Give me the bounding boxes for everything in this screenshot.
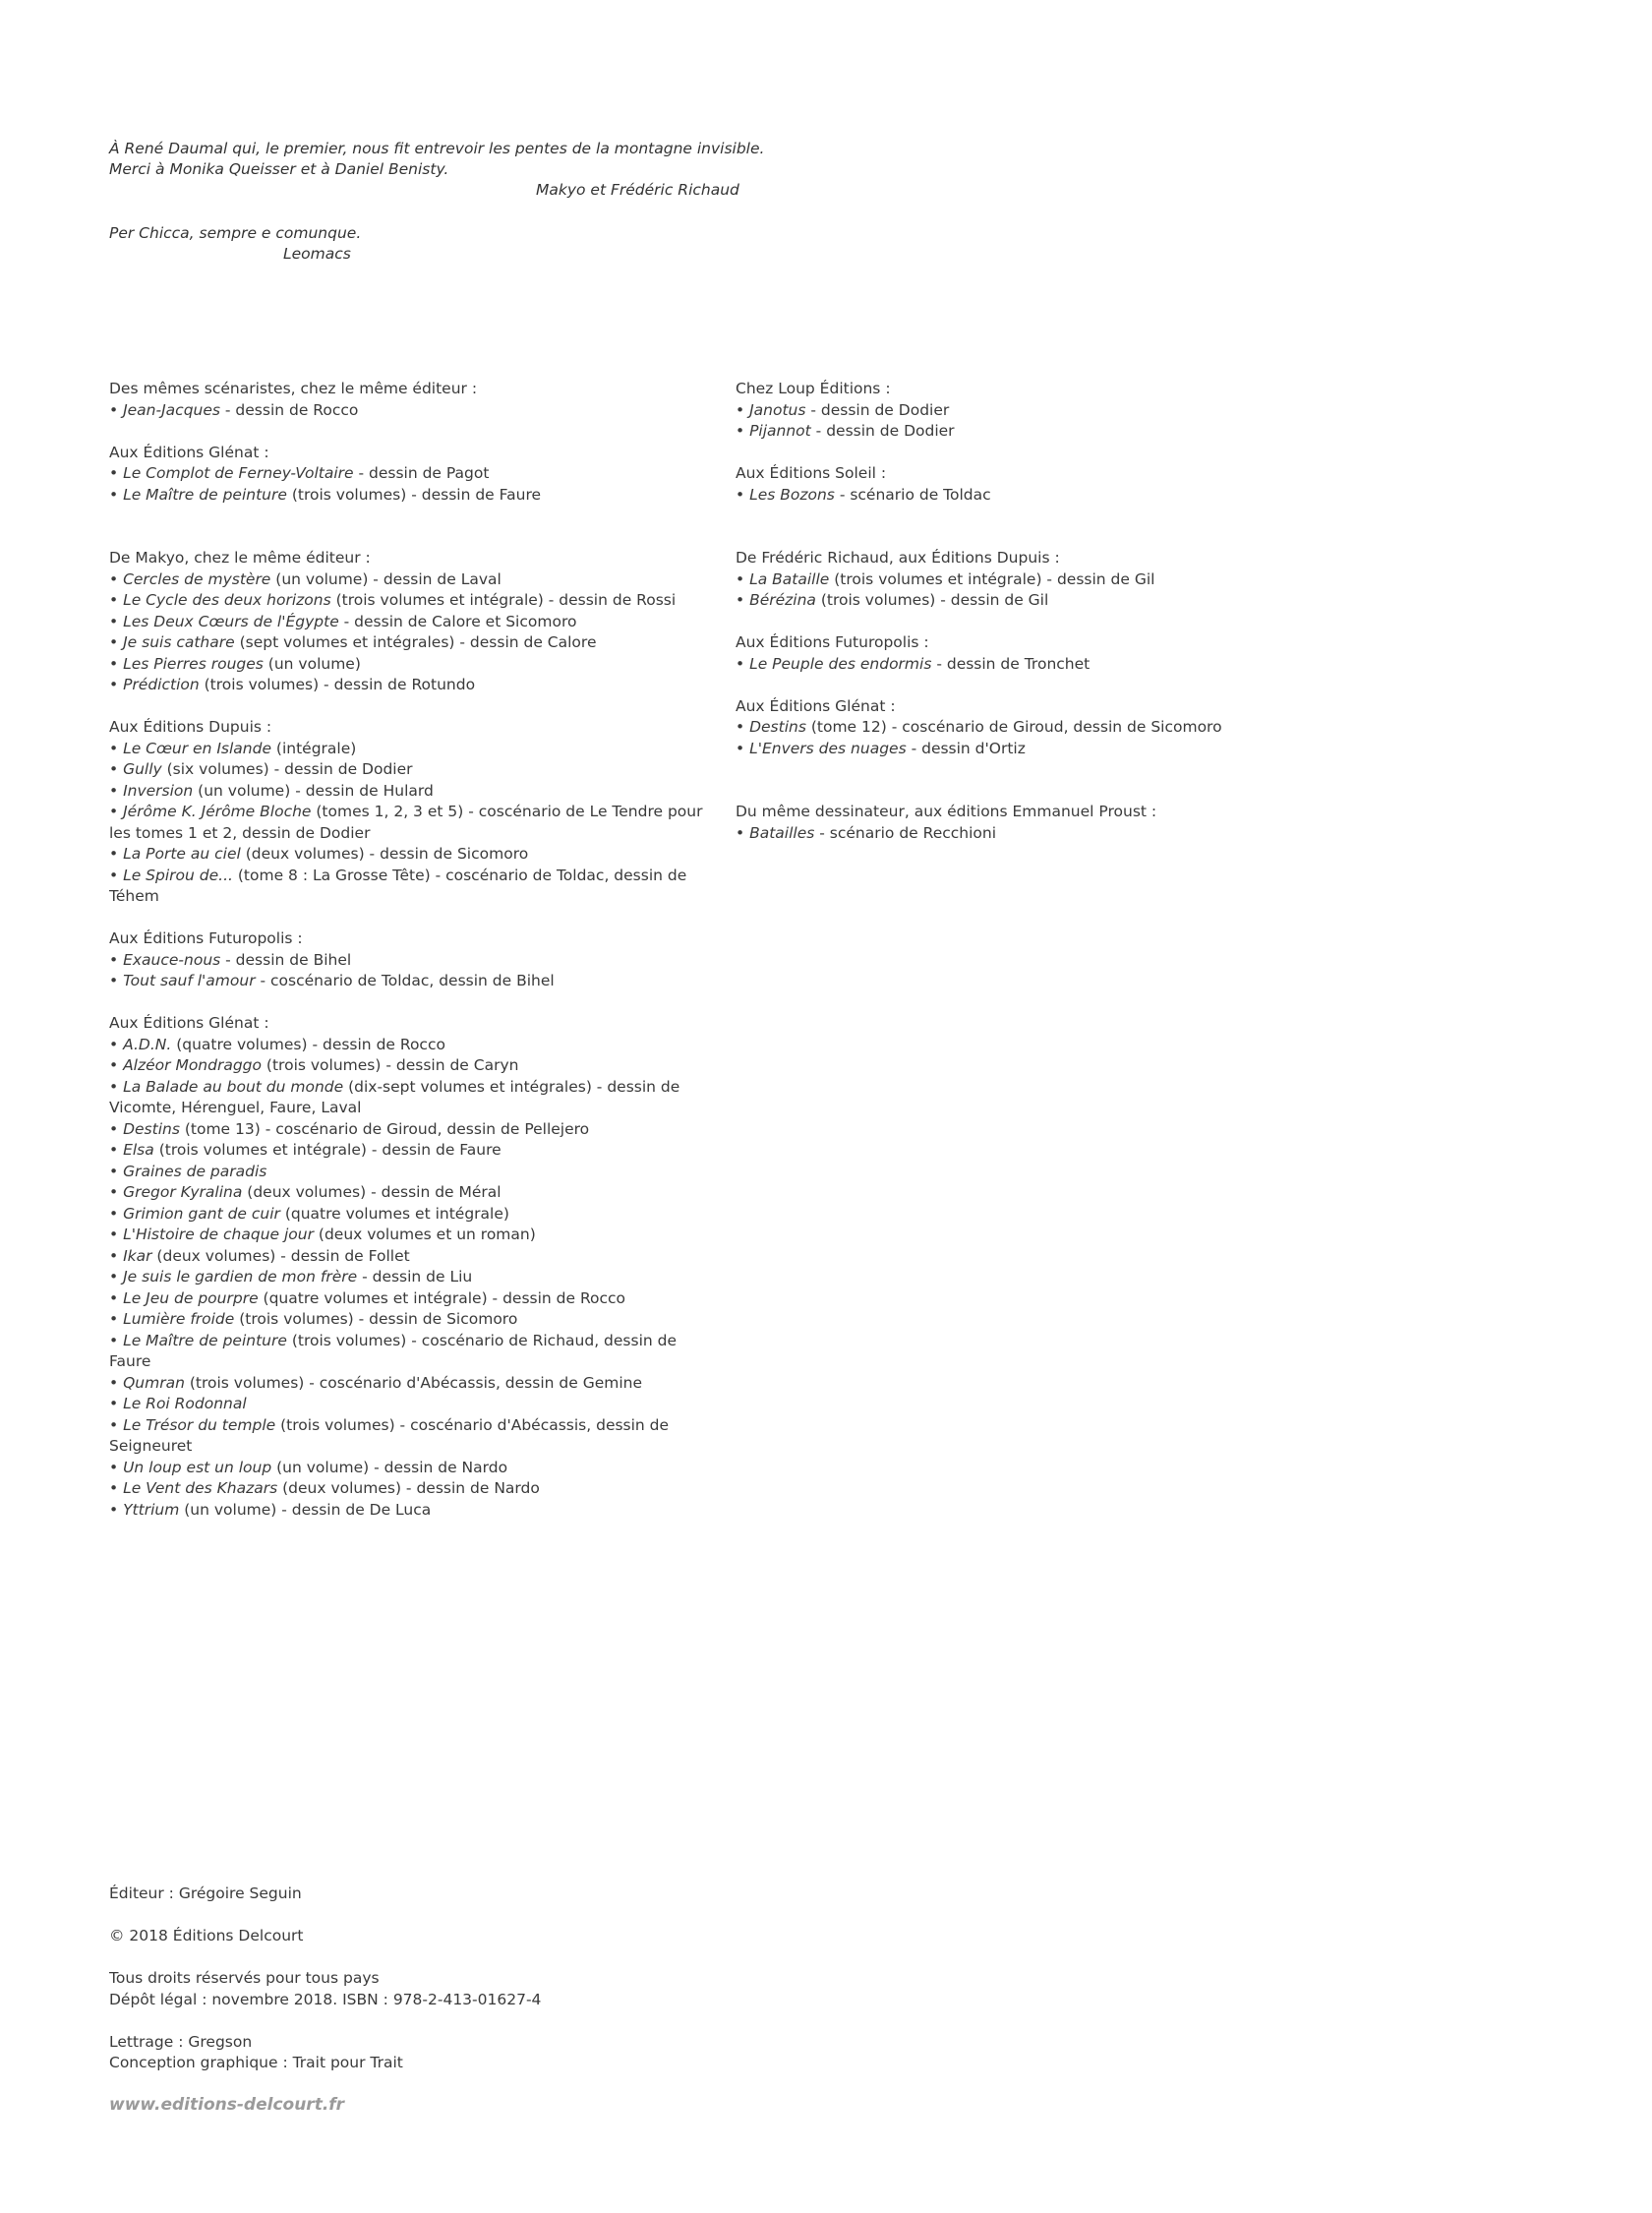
dedication-artist <box>109 223 361 265</box>
book-title: Destins <box>749 718 806 736</box>
book-title: Qumran <box>123 1373 185 1392</box>
bibliography-item: • Le Cœur en Islande (intégrale) <box>109 739 357 757</box>
bibliography-item: • Je suis cathare (sept volumes et intégrales) - dessin de Calore <box>109 633 597 651</box>
bibliography-item: • L'Envers des nuages - dessin d'Ortiz <box>736 739 1026 757</box>
book-title: Le Maître de peinture <box>123 485 287 504</box>
bibliography-group <box>109 717 711 908</box>
book-details: (trois volumes) - dessin de Caryn <box>262 1056 519 1074</box>
design-credit: Conception graphique : Trait pour Trait <box>109 2054 403 2071</box>
bibliography-item: • Prédiction (trois volumes) - dessin de Rotundo <box>109 676 476 693</box>
book-title: Graines de paradis <box>123 1162 267 1180</box>
book-details: (tome 13) - coscénario de Giroud, dessin de Pellejero <box>179 1119 590 1138</box>
bibliography-item: • Le Vent des Khazars (deux volumes) - dessin de Nardo <box>109 1479 540 1497</box>
book-title: Lumière froide <box>123 1310 235 1328</box>
bibliography-item: • Les Bozons - scénario de Toldac <box>736 485 991 504</box>
group-heading: Aux Éditions Glénat : <box>736 696 896 715</box>
book-title: Bérézina <box>749 591 816 609</box>
bibliography-item: • Jérôme K. Jérôme Bloche (tomes 1, 2, 3 et 5) - coscénario de Le Tendre pour les tomes 1 et 2, dessin de Dodier <box>109 803 703 842</box>
bibliography-item: • Le Maître de peinture (trois volumes) - dessin de Faure <box>109 485 542 504</box>
book-title: Destins <box>123 1119 180 1138</box>
bibliography-group <box>736 463 1286 506</box>
book-title: Je suis cathare <box>123 633 235 651</box>
book-details: (trois volumes) - coscénario d'Abécassis, dessin de Gemine <box>184 1373 643 1392</box>
book-details: - dessin de Pagot <box>353 464 490 482</box>
book-title: La Bataille <box>749 569 830 588</box>
book-title: Le Cœur en Islande <box>123 739 271 757</box>
book-title: L'Histoire de chaque jour <box>123 1226 314 1243</box>
group-heading: Aux Éditions Glénat : <box>109 443 269 461</box>
bibliography-group <box>109 379 711 421</box>
group-heading: De Makyo, chez le même éditeur : <box>109 549 371 567</box>
book-details: - dessin d'Ortiz <box>906 739 1026 757</box>
book-title: Yttrium <box>123 1500 180 1519</box>
bibliography-left-column <box>109 379 711 1542</box>
book-title: Jérôme K. Jérôme Bloche <box>123 803 312 820</box>
bibliography-group <box>736 379 1286 443</box>
group-heading: Aux Éditions Glénat : <box>109 1014 269 1032</box>
book-title: Le Peuple des endormis <box>749 654 932 673</box>
group-heading: Aux Éditions Dupuis : <box>109 718 272 736</box>
bibliography-group <box>736 802 1286 844</box>
group-heading: Aux Éditions Futuropolis : <box>736 633 929 651</box>
editor-credit: Éditeur : Grégoire Seguin <box>109 1884 302 1902</box>
bibliography-item: • Le Peuple des endormis - dessin de Tronchet <box>736 654 1091 673</box>
bibliography-group <box>109 928 711 992</box>
book-details: (trois volumes) - dessin de Rotundo <box>199 676 476 693</box>
book-title: Cercles de mystère <box>123 569 271 588</box>
dedication-signature: Makyo et Frédéric Richaud <box>536 181 739 199</box>
bibliography-item: • Elsa (trois volumes et intégrale) - dessin de Faure <box>109 1141 502 1159</box>
book-details: (trois volumes et intégrale) - dessin de Rossi <box>330 591 677 609</box>
bibliography-right-column <box>736 379 1286 866</box>
book-title: Le Complot de Ferney-Voltaire <box>123 464 354 482</box>
book-details: (un volume) - dessin de Laval <box>270 569 502 588</box>
book-details: (deux volumes) - dessin de Méral <box>242 1183 502 1201</box>
book-details: (tomes 1, 2, 3 et 5) - coscénario de Le Tendre pour les tomes 1 et 2, dessin de Dodier <box>109 803 703 842</box>
book-title: La Porte au ciel <box>123 845 241 863</box>
bibliography-item: • Le Jeu de pourpre (quatre volumes et intégrale) - dessin de Rocco <box>109 1288 626 1307</box>
bibliography-item: • Cercles de mystère (un volume) - dessin de Laval <box>109 569 502 588</box>
book-details: (deux volumes) - dessin de Sicomoro <box>240 845 529 863</box>
book-details: (dix-sept volumes et intégrales) - dessin de Vicomte, Hérenguel, Faure, Laval <box>109 1077 680 1116</box>
book-title: Exauce-nous <box>123 950 221 969</box>
book-details: (trois volumes) - dessin de Sicomoro <box>234 1310 518 1328</box>
book-title: Je suis le gardien de mon frère <box>123 1268 358 1286</box>
book-title: Tout sauf l'amour <box>123 972 256 989</box>
legal-deposit: Dépôt légal : novembre 2018. ISBN : 978-2-413-01627-4 <box>109 1990 542 2008</box>
book-title: L'Envers des nuages <box>749 739 907 757</box>
book-title: Gully <box>123 760 162 778</box>
bibliography-item: • La Balade au bout du monde (dix-sept volumes et intégrales) - dessin de Vicomte, Hérenguel, Faure, Laval <box>109 1077 680 1116</box>
bibliography-item: • La Porte au ciel (deux volumes) - dessin de Sicomoro <box>109 845 529 863</box>
book-title: A.D.N. <box>123 1035 172 1053</box>
website-link[interactable]: www.editions-delcourt.fr <box>109 2095 345 2115</box>
book-details: - scénario de Recchioni <box>814 823 997 842</box>
bibliography-item: • L'Histoire de chaque jour (deux volumes et un roman) <box>109 1226 536 1243</box>
book-title: Les Pierres rouges <box>123 654 264 673</box>
book-title: Les Deux Cœurs de l'Égypte <box>123 612 339 630</box>
book-details: (un volume) - dessin de Hulard <box>193 781 434 800</box>
bibliography-item: • La Bataille (trois volumes et intégrale) - dessin de Gil <box>736 569 1155 588</box>
dedication-line: Merci à Monika Queisser et à Daniel Benisty. <box>109 160 449 178</box>
bibliography-group <box>109 443 711 507</box>
book-details: (intégrale) <box>271 739 357 757</box>
bibliography-item: • Destins (tome 12) - coscénario de Giroud, dessin de Sicomoro <box>736 718 1222 736</box>
book-details: (un volume) <box>263 654 361 673</box>
book-details: (tome 8 : La Grosse Tête) - coscénario de Toldac, dessin de Téhem <box>109 866 687 905</box>
book-title: Le Jeu de pourpre <box>123 1288 259 1307</box>
book-details: (trois volumes) - dessin de Gil <box>815 591 1049 609</box>
book-title: Un loup est un loup <box>123 1458 272 1476</box>
bibliography-item: • Grimion gant de cuir (quatre volumes et intégrale) <box>109 1204 509 1223</box>
bibliography-item: • Le Maître de peinture (trois volumes) - coscénario de Richaud, dessin de Faure <box>109 1331 678 1370</box>
bibliography-item: • Graines de paradis <box>109 1162 267 1180</box>
bibliography-item: • Un loup est un loup (un volume) - dessin de Nardo <box>109 1458 508 1476</box>
bibliography-group <box>736 632 1286 675</box>
book-details: (un volume) - dessin de De Luca <box>179 1500 432 1519</box>
book-title: Alzéor Mondraggo <box>123 1056 262 1074</box>
bibliography-group <box>109 1013 711 1521</box>
book-title: Le Spirou de... <box>123 866 233 884</box>
lettering-credit: Lettrage : Gregson <box>109 2032 253 2051</box>
bibliography-group <box>736 548 1286 612</box>
group-heading: Chez Loup Éditions : <box>736 380 891 397</box>
book-title: Le Cycle des deux horizons <box>123 591 331 609</box>
book-details: - dessin de Rocco <box>219 400 359 419</box>
book-title: Ikar <box>123 1246 152 1265</box>
book-details: (sept volumes et intégrales) - dessin de Calore <box>234 633 597 651</box>
bibliography-group <box>736 696 1286 760</box>
book-title: Le Maître de peinture <box>123 1331 287 1349</box>
dedication-signature: Leomacs <box>283 245 351 263</box>
rights-notice: Tous droits réservés pour tous pays <box>109 1969 380 1987</box>
bibliography-item: • Destins (tome 13) - coscénario de Giroud, dessin de Pellejero <box>109 1119 590 1138</box>
book-title: Le Roi Rodonnal <box>123 1395 247 1412</box>
bibliography-item: • Gregor Kyralina (deux volumes) - dessin de Méral <box>109 1183 502 1201</box>
book-details: (trois volumes et intégrale) - dessin de Gil <box>829 569 1155 588</box>
bibliography-item: • Yttrium (un volume) - dessin de De Luca <box>109 1500 432 1519</box>
bibliography-item: • Lumière froide (trois volumes) - dessin de Sicomoro <box>109 1310 518 1328</box>
group-heading: Des mêmes scénaristes, chez le même éditeur : <box>109 380 478 397</box>
book-title: Gregor Kyralina <box>123 1183 243 1201</box>
book-title: Elsa <box>123 1141 154 1159</box>
book-title: Jean-Jacques <box>123 400 220 419</box>
bibliography-item: • Qumran (trois volumes) - coscénario d'Abécassis, dessin de Gemine <box>109 1373 643 1392</box>
bibliography-item: • Batailles - scénario de Recchioni <box>736 823 997 842</box>
group-heading: De Frédéric Richaud, aux Éditions Dupuis : <box>736 549 1060 567</box>
book-title: Pijannot <box>749 422 811 440</box>
book-title: Inversion <box>123 781 194 800</box>
book-details: (tome 12) - coscénario de Giroud, dessin de Sicomoro <box>805 718 1222 736</box>
bibliography-item: • Tout sauf l'amour - coscénario de Toldac, dessin de Bihel <box>109 972 555 989</box>
bibliography-item: • Exauce-nous - dessin de Bihel <box>109 950 352 969</box>
group-heading: Aux Éditions Soleil : <box>736 464 887 482</box>
bibliography-item: • Les Deux Cœurs de l'Égypte - dessin de Calore et Sicomoro <box>109 612 577 630</box>
dedication-line: Per Chicca, sempre e comunque. <box>109 224 362 242</box>
bibliography-item: • Je suis le gardien de mon frère - dessin de Liu <box>109 1268 473 1286</box>
book-title: Le Trésor du temple <box>123 1415 276 1434</box>
bibliography-item: • Les Pierres rouges (un volume) <box>109 654 361 673</box>
bibliography-item: • Jean-Jacques - dessin de Rocco <box>109 400 359 419</box>
book-details: (six volumes) - dessin de Dodier <box>161 760 413 778</box>
book-details: - dessin de Dodier <box>805 400 950 419</box>
book-title: Les Bozons <box>749 485 835 504</box>
book-details: (un volume) - dessin de Nardo <box>271 1458 508 1476</box>
book-title: Prédiction <box>123 676 200 693</box>
book-details: - scénario de Toldac <box>834 485 991 504</box>
bibliography-item: • Le Trésor du temple (trois volumes) - coscénario d'Abécassis, dessin de Seigneuret <box>109 1415 670 1455</box>
bibliography-group <box>109 548 711 696</box>
dedication-line: À René Daumal qui, le premier, nous fit entrevoir les pentes de la montagne invisible. <box>109 140 765 157</box>
colophon <box>109 1884 541 2117</box>
group-heading: Aux Éditions Futuropolis : <box>109 929 303 947</box>
bibliography-item: • Janotus - dessin de Dodier <box>736 400 950 419</box>
bibliography-item: • Le Cycle des deux horizons (trois volumes et intégrale) - dessin de Rossi <box>109 591 677 609</box>
book-details: - coscénario de Toldac, dessin de Bihel <box>255 972 555 989</box>
dedication-authors <box>109 139 764 201</box>
book-details: (quatre volumes et intégrale) - dessin de Rocco <box>258 1288 626 1307</box>
book-details: (quatre volumes) - dessin de Rocco <box>171 1035 445 1053</box>
bibliography-item: • Bérézina (trois volumes) - dessin de Gil <box>736 591 1049 609</box>
book-title: Le Vent des Khazars <box>123 1479 278 1497</box>
bibliography-item: • Alzéor Mondraggo (trois volumes) - dessin de Caryn <box>109 1056 519 1074</box>
book-details: (deux volumes) - dessin de Nardo <box>277 1479 540 1497</box>
book-details: (trois volumes) - coscénario de Richaud, dessin de Faure <box>109 1331 678 1370</box>
book-details: - dessin de Tronchet <box>931 654 1091 673</box>
copyright-notice: © 2018 Éditions Delcourt <box>109 1927 304 1944</box>
bibliography-item: • Le Spirou de... (tome 8 : La Grosse Tête) - coscénario de Toldac, dessin de Téhem <box>109 866 687 905</box>
book-details: (deux volumes) - dessin de Follet <box>151 1246 410 1265</box>
book-details: - dessin de Bihel <box>220 950 352 969</box>
book-details: (quatre volumes et intégrale) <box>279 1204 509 1223</box>
book-details: - dessin de Dodier <box>810 422 955 440</box>
book-title: La Balade au bout du monde <box>123 1077 344 1096</box>
book-details: (trois volumes et intégrale) - dessin de Faure <box>153 1141 502 1159</box>
bibliography-item: • Pijannot - dessin de Dodier <box>736 422 955 440</box>
bibliography-item: • A.D.N. (quatre volumes) - dessin de Rocco <box>109 1035 445 1053</box>
book-details: (trois volumes) - dessin de Faure <box>286 485 542 504</box>
group-heading: Du même dessinateur, aux éditions Emmanuel Proust : <box>736 803 1157 820</box>
bibliography-item: • Ikar (deux volumes) - dessin de Follet <box>109 1246 410 1265</box>
book-title: Grimion gant de cuir <box>123 1204 280 1223</box>
book-details: (deux volumes et un roman) <box>313 1226 536 1243</box>
bibliography-item: • Le Complot de Ferney-Voltaire - dessin de Pagot <box>109 464 490 482</box>
bibliography-item: • Inversion (un volume) - dessin de Hulard <box>109 781 434 800</box>
book-details: - dessin de Liu <box>357 1268 473 1286</box>
book-details: - dessin de Calore et Sicomoro <box>338 612 577 630</box>
book-title: Batailles <box>749 823 815 842</box>
book-details: (trois volumes) - coscénario d'Abécassis, dessin de Seigneuret <box>109 1415 670 1455</box>
bibliography-item: • Gully (six volumes) - dessin de Dodier <box>109 760 413 778</box>
book-title: Janotus <box>749 400 806 419</box>
bibliography-item: • Le Roi Rodonnal <box>109 1395 247 1412</box>
